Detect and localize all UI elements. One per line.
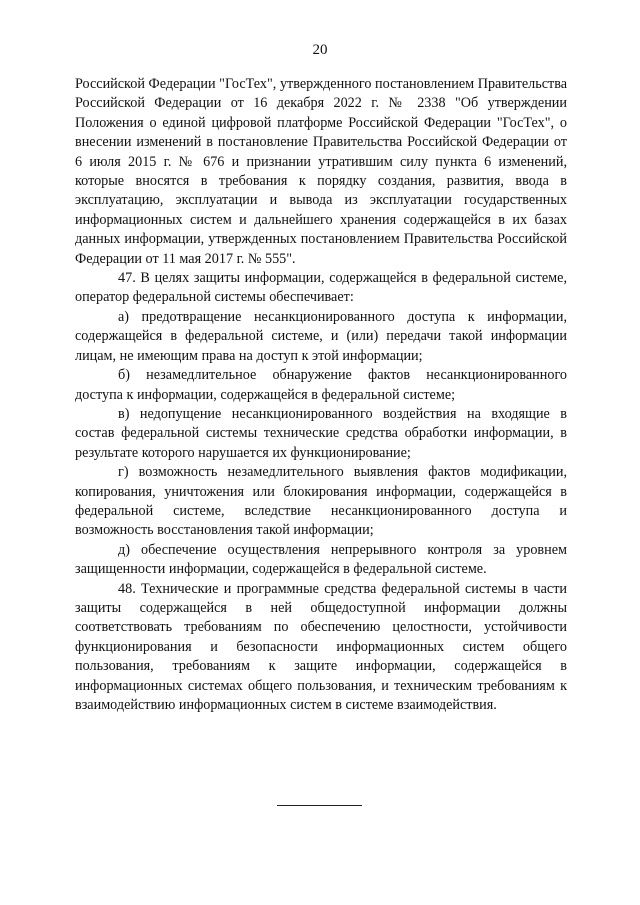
paragraph-item-g: г) возможность незамедлительного выявления фактов модификации, копирования, уничтожения или блокирования информации, содержащейся в федеральной системе, вследствие несанкционированного доступа и возможность восстановления такой информации; <box>75 464 567 539</box>
end-separator-line <box>277 805 362 806</box>
paragraph-clause-47: 47. В целях защиты информации, содержащейся в федеральной системе, оператор федеральной системы обеспечивает: <box>75 270 567 306</box>
paragraph-item-d: д) обеспечение осуществления непрерывного контроля за уровнем защищенности информации, содержащейся в федеральной системе. <box>75 541 567 578</box>
paragraph-item-b: б) незамедлительное обнаружение фактов несанкционированного доступа к информации, содержащейся в федеральной системе; <box>75 367 567 403</box>
paragraph-item-v: в) недопущение несанкционированного воздействия на входящие в состав федеральной системы технические средства обработки информации, в результате которого нарушается их функционирование; <box>75 405 567 461</box>
document-body <box>75 75 567 715</box>
page-number: 20 <box>312 42 328 58</box>
paragraph-item-a: а) предотвращение несанкционированного доступа к информации, содержащейся в федеральной системе, и (или) передачи такой информации лицам, не имеющим права на доступ к этой информации; <box>75 308 567 364</box>
paragraph-clause-48: 48. Технические и программные средства федеральной системы в части защиты содержащейся в ней общедоступной информации должны соответствовать требованиям по обеспечению целостности, устойчивости функционирования и безопасности информационных систем общего пользования, требованиям к защите информации, содержащейся в информационных системах общего пользования, и техническим требованиям к взаимодействию информационных систем в системе взаимодействия. <box>75 580 567 713</box>
paragraph-continuation: Российской Федерации "ГосТех", утвержденного постановлением Правительства Российской Федерации от 16 декабря 2022 г. № 2338 "Об утверждении Положения о единой цифровой платформе Российской Федерации "ГосТех", о внесении изменений в постановление Правительства Российской Федерации от 6 июля 2015 г. № 676 и признании утратившим силу пункта 6 изменений, которые вносятся в требования к порядку создания, развития, ввода в эксплуатацию, эксплуатации и вывода из эксплуатации государственных информационных систем и дальнейшего хранения содержащейся в их базах данных информации, утвержденных постановлением Правительства Российской Федерации от 11 мая 2017 г. № 555". <box>75 76 567 267</box>
